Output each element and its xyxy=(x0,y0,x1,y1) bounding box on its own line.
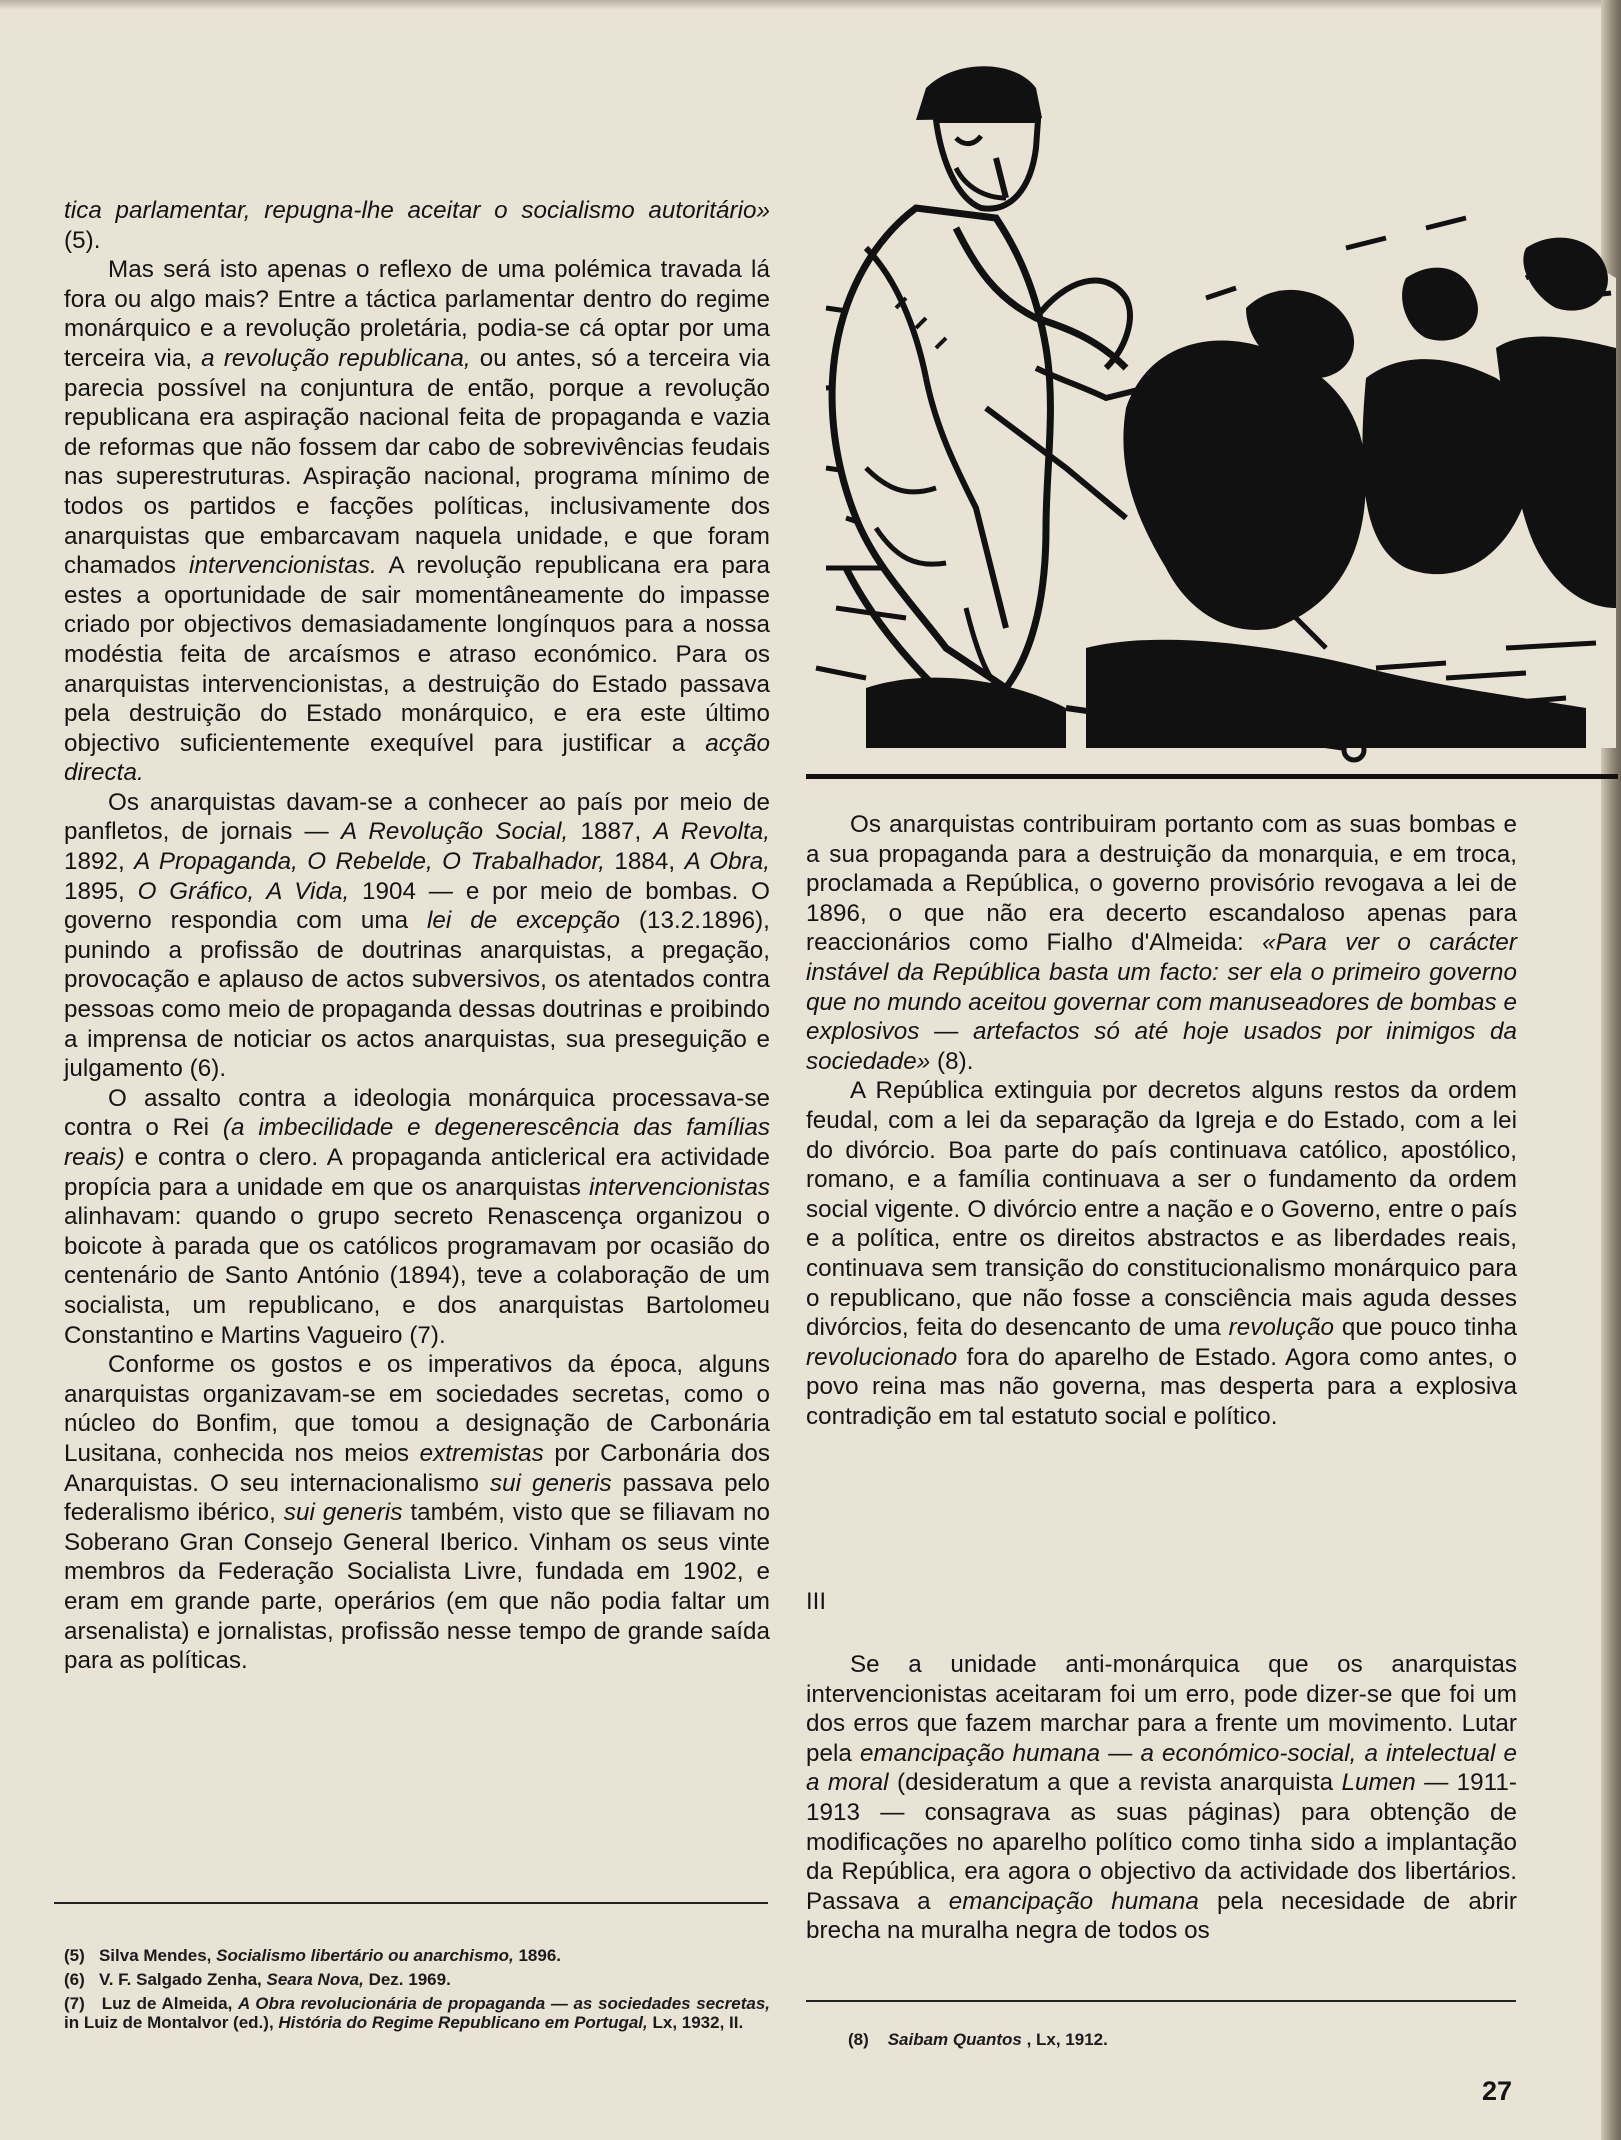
text: passava pelo federalismo ibérico, xyxy=(64,1469,770,1527)
footnote-ref: (6). xyxy=(189,1055,227,1083)
footnote-number: (7) xyxy=(64,1994,85,2013)
emphasis: A Obra revolucionária de propaganda — as sociedades secretas, xyxy=(237,1994,770,2013)
text: e contra o clero. A propaganda anticlerical era actividade propícia para a unidade em que os anarquistas xyxy=(64,1144,770,1201)
text: 1887, xyxy=(580,818,642,846)
emphasis: sui generis xyxy=(283,1499,403,1527)
footnote-8 xyxy=(848,2030,1508,2049)
text: 1895, xyxy=(64,877,125,905)
left-column xyxy=(64,196,770,1676)
text: V. F. Salgado Zenha, xyxy=(98,1970,262,1989)
emphasis: emancipação humana — a económico-social, a intelectual e a moral xyxy=(806,1739,1517,1797)
text: fora do aparelho de Estado. Agora como antes, o povo reina mas não governa, mas desperta para a explosiva contradição em tal estatuto social e político. xyxy=(806,1343,1517,1430)
emphasis: A Propaganda, O Rebelde, O Trabalhador, xyxy=(134,848,605,876)
paragraph xyxy=(806,1650,1517,1946)
text: Conforme os gostos e os imperativos da época, alguns anarquistas organizavam-se em sociedades secretas, como o núcleo do Bonfim, que tomou a designação de Carbonária Lusitana, conhecida nos meios xyxy=(64,1351,770,1467)
text: também, visto que se filiavam no Soberano Gran Consejo General Iberico. Vinham os seus vinte membros da Federação Socialista Livre, fundada em 1902, e eram em grande parte, operários (em que não podia faltar um arsenalista) e jornalistas, profissão nesse tempo de grande saída para as políticas. xyxy=(64,1499,770,1675)
woodcut-worker-with-crowd-icon xyxy=(806,48,1616,768)
text: Dez. 1969. xyxy=(368,1970,451,1989)
emphasis: A Obra, xyxy=(684,848,770,876)
text: A República extinguia por decretos alguns restos da ordem feudal, com a lei da separação da Igreja e do Estado, com a lei do divórcio. Boa parte do país continuava católico, apostólico, romano, e a família continuava a ser o fundamento da ordem social vigente. O divórcio entre a nação e o Governo, entre o país e a política, entre os direitos abstractos e as liberdades reais, continuava sem transição do constitucionalismo monárquico para o republicano, que não fosse a consciência mais aguda desses divórcios, feita do desencanto de uma xyxy=(806,1077,1517,1342)
text: alinhavam: quando o grupo secreto Renascença organizou o boicote à parada que os católicos programavam por ocasião do centenário de Santo António (1894), teve a colaboração de um socialista, um republicano, e dos anarquistas Bartolomeu Constantino e Martins Vagueiro xyxy=(64,1203,770,1349)
text: Os anarquistas contribuiram portanto com as suas bombas e a sua propaganda para a destruição da monarquia, e em troca, proclamada a República, o governo provisório revogava a lei de 1896, o que não era decerto escandaloso apenas para reaccionários como Fialho d'Almeida: xyxy=(806,811,1517,957)
woodcut-illustration xyxy=(806,48,1616,768)
text: in Luiz de Montalvor (ed.), xyxy=(64,2013,274,2032)
emphasis: Saibam Quantos xyxy=(887,2030,1022,2049)
text: A revolução republicana era para estes a oportunidade de sair momentâneamente do impasse criado por objectivos demasiadamente longínquos para a nossa modéstia feita de arcaísmos e atraso económico. Para os anarquistas intervencionistas, a destruição do Estado passava pela destruição do Estado monárquico, e era este último objectivo suficientemente exequível para justificar a xyxy=(64,552,770,757)
text: por Carbonária dos Anarquistas. O seu internacionalismo xyxy=(64,1439,770,1497)
text: Luz de Almeida, xyxy=(101,1994,233,2013)
paragraph xyxy=(64,196,770,255)
emphasis: lei de excepção xyxy=(427,907,621,935)
text: 1884, xyxy=(614,848,676,876)
paragraph xyxy=(64,255,770,788)
right-column-section-3 xyxy=(806,1650,1517,1946)
emphasis: intervencionistas. xyxy=(189,552,377,580)
emphasis: emancipação humana xyxy=(948,1887,1199,1915)
emphasis: extremistas xyxy=(419,1439,544,1467)
text: (desideratum a que a revista anarquista xyxy=(896,1769,1334,1797)
text: , Lx, 1912. xyxy=(1026,2030,1108,2049)
footnote-6 xyxy=(64,1970,770,1989)
text: 1892, xyxy=(64,848,125,876)
paragraph xyxy=(806,1076,1517,1431)
emphasis: A Revolução Social, xyxy=(340,818,569,846)
page-top-edge xyxy=(0,0,1621,10)
page-number: 27 xyxy=(1482,2076,1513,2106)
text: 1904 — e por meio de bombas. O governo respondia com uma xyxy=(64,877,770,935)
text: (13.2.1896), punindo a profissão de doutrinas anarquistas, a pregação, provocação e aplauso de actos subversivos, os atentados contra pessoas como meio de propaganda dessas doutrinas e proibindo a imprensa de noticiar os actos anarquistas, sua preseguição e julgamento xyxy=(64,907,770,1083)
text: Silva Mendes, xyxy=(98,1946,212,1965)
text: Se a unidade anti-monárquica que os anarquistas intervencionistas aceitaram foi um erro, pode dizer-se que foi um dos erros que fazem marchar para a frente um movimento. Lutar pela xyxy=(806,1651,1517,1767)
emphasis: Seara Nova, xyxy=(266,1970,364,1989)
emphasis: a revolução republicana, xyxy=(201,344,471,372)
quote-text: «Para ver o carácter instável da República basta um facto: ser ela o primeiro governo que no mundo aceitou governar com manuseadores de bombas e explosivos — artefactos só até hoje usados por inimigos da sociedade» xyxy=(806,929,1517,1075)
emphasis: O Gráfico, A Vida, xyxy=(137,877,350,905)
text: que pouco tinha xyxy=(1341,1314,1517,1342)
text: Mas será isto apenas o reflexo de uma polémica travada lá fora ou algo mais? Entre a táctica parlamentar dentro do regime monárquico e a revolução proletária, podia-se cá optar por uma terceira via, xyxy=(64,256,770,372)
text: — 1911-1913 — consagrava as suas páginas) para obtenção de modificações no aparelho político como tinha sido a implantação da República, era agora o objectivo da actividade dos libertários. Passava a xyxy=(806,1769,1517,1915)
footnote-rule-left xyxy=(54,1902,768,1904)
footnote-ref: (8). xyxy=(937,1047,974,1075)
emphasis: História do Regime Republicano em Portugal, xyxy=(278,2013,648,2032)
right-column xyxy=(806,810,1517,1431)
emphasis: revolução xyxy=(1228,1314,1334,1342)
illustration-rule xyxy=(806,774,1618,779)
emphasis: revolucionado xyxy=(806,1343,958,1371)
text: ou antes, só a terceira via parecia possível na conjuntura de então, porque a revolução republicana era aspiração nacional feita de propaganda e vazia de reformas que não fossem dar cabo de sobrevivências feudais nas superestruturas. Aspiração nacional, programa mínimo de todos os partidos e facções políticas, inclusivamente dos anarquistas que embarcavam naquela unidade, e que foram chamados xyxy=(64,344,770,580)
section-heading: III xyxy=(806,1588,827,1615)
paragraph xyxy=(64,1084,770,1350)
quote-text: tica parlamentar, repugna-lhe aceitar o socialismo autoritário» xyxy=(64,197,770,224)
footnote-rule-right xyxy=(806,2000,1516,2002)
footnote-number: (6) xyxy=(64,1970,85,1989)
footnote-ref: (5). xyxy=(64,226,101,254)
footnote-number: (5) xyxy=(64,1946,85,1965)
text: Lx, 1932, II. xyxy=(652,2013,744,2032)
paragraph xyxy=(64,1350,770,1676)
text: Os anarquistas davam-se a conhecer ao país por meio de panfletos, de jornais — xyxy=(64,788,770,846)
emphasis: Socialismo libertário ou anarchismo, xyxy=(216,1946,514,1965)
emphasis: sui generis xyxy=(489,1469,612,1497)
paragraph xyxy=(64,788,770,1084)
emphasis: acção directa. xyxy=(64,729,770,787)
text: O assalto contra a ideologia monárquica processava-se contra o Rei xyxy=(64,1084,770,1142)
footnote-5 xyxy=(64,1946,770,1965)
emphasis: A Revolta, xyxy=(653,818,771,846)
text: pela necesidade de abrir brecha na muralha negra de todos os xyxy=(806,1887,1517,1945)
emphasis: Lumen xyxy=(1341,1769,1416,1797)
paragraph xyxy=(806,810,1517,1076)
footnote-number: (8) xyxy=(848,2030,869,2049)
text: 1896. xyxy=(518,1946,561,1965)
emphasis: intervencionistas xyxy=(588,1173,770,1201)
footnote-ref: (7). xyxy=(409,1321,446,1349)
emphasis: (a imbecilidade e degenerescência das famílias reais) xyxy=(64,1114,770,1171)
footnote-7 xyxy=(64,1994,770,2032)
